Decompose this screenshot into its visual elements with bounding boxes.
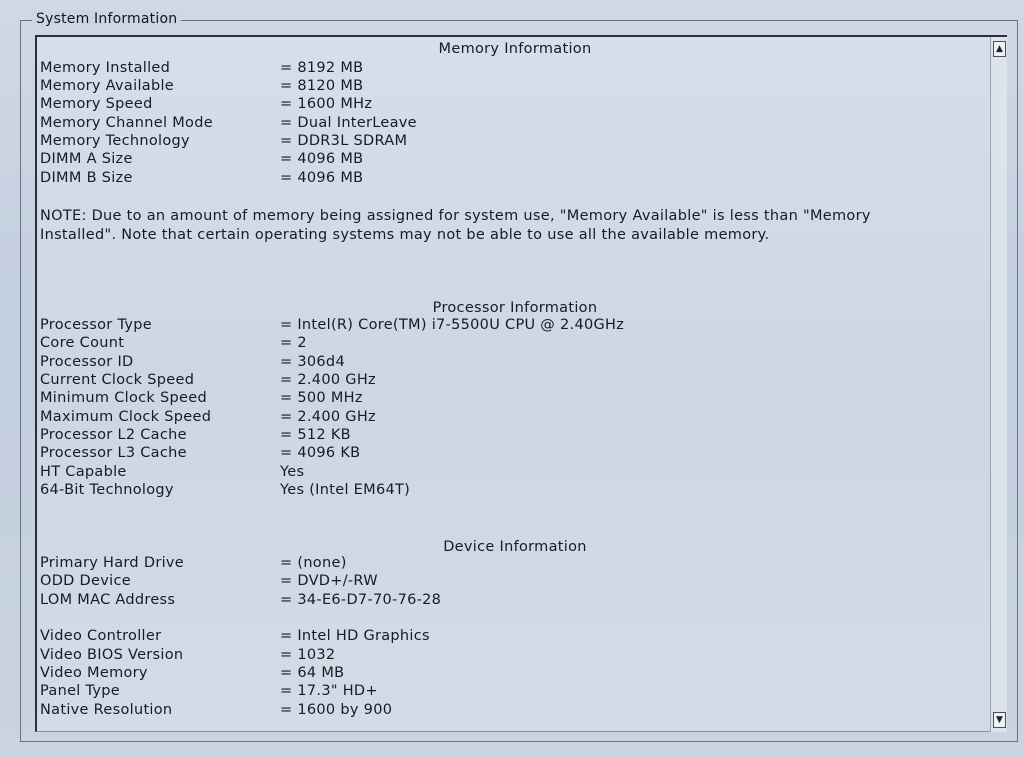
info-value: = Intel HD Graphics [280, 628, 430, 644]
info-label: Panel Type [40, 683, 121, 699]
info-label: Processor L3 Cache [40, 445, 187, 461]
processor-section-title: Processor Information [432, 300, 598, 316]
info-label: Memory Installed [40, 60, 171, 76]
info-value: = 500 MHz [280, 390, 363, 406]
info-label: Processor L2 Cache [40, 427, 187, 443]
info-value: = DDR3L SDRAM [280, 133, 408, 149]
info-value: = 64 MB [280, 665, 345, 681]
info-value: = Intel(R) Core(TM) i7-5500U CPU @ 2.40GHz [280, 317, 625, 333]
info-label: Primary Hard Drive [40, 555, 185, 571]
arrow-down-icon[interactable]: ▼ [993, 712, 1006, 728]
info-label: LOM MAC Address [40, 592, 176, 608]
info-label: Processor ID [40, 354, 134, 370]
info-label: 64-Bit Technology [40, 482, 174, 498]
arrow-up-icon[interactable]: ▲ [993, 41, 1006, 57]
info-label: Memory Channel Mode [40, 115, 213, 131]
info-label: ODD Device [40, 573, 131, 589]
memory-note: NOTE: Due to an amount of memory being assigned for system use, "Memory Available" is less than "Memory Installed". Note that certain operating systems may not be able to use all the available memory. [40, 208, 871, 243]
info-value: = 1600 MHz [280, 96, 373, 112]
info-value: Yes (Intel EM64T) [280, 482, 411, 498]
info-value: = 1600 by 900 [280, 702, 393, 718]
info-value: = DVD+/-RW [280, 573, 378, 589]
info-value: = 8192 MB [280, 60, 364, 76]
info-value: = 512 KB [280, 427, 351, 443]
info-value: = 4096 MB [280, 170, 364, 186]
info-value: = (none) [280, 555, 347, 571]
info-value: = Dual InterLeave [280, 115, 417, 131]
info-label: Native Resolution [40, 702, 173, 718]
info-label: Memory Available [40, 78, 175, 94]
info-value: = 1032 [280, 647, 336, 663]
info-value: = 4096 MB [280, 151, 364, 167]
info-label: DIMM A Size [40, 151, 133, 167]
info-label: Current Clock Speed [40, 372, 195, 388]
memory-section-title: Memory Information [438, 41, 592, 57]
vertical-scrollbar[interactable] [990, 37, 1007, 732]
info-value: = 4096 KB [280, 445, 361, 461]
info-value: = 2.400 GHz [280, 372, 376, 388]
device-section-title: Device Information [443, 539, 587, 555]
info-label: Video BIOS Version [40, 647, 184, 663]
info-value: = 17.3" HD+ [280, 683, 378, 699]
info-label: DIMM B Size [40, 170, 133, 186]
info-value: = 2.400 GHz [280, 409, 376, 425]
info-value: Yes [280, 464, 305, 480]
info-label: Video Memory [40, 665, 148, 681]
info-value: = 8120 MB [280, 78, 364, 94]
info-label: Memory Technology [40, 133, 190, 149]
info-value: = 306d4 [280, 354, 345, 370]
info-label: Processor Type [40, 317, 152, 333]
info-label: Maximum Clock Speed [40, 409, 212, 425]
info-label: Video Controller [40, 628, 162, 644]
info-value: = 2 [280, 335, 307, 351]
info-label: Minimum Clock Speed [40, 390, 207, 406]
info-label: HT Capable [40, 464, 127, 480]
groupbox-title: System Information [32, 11, 181, 27]
info-label: Core Count [40, 335, 125, 351]
info-label: Memory Speed [40, 96, 153, 112]
info-value: = 34-E6-D7-70-76-28 [280, 592, 442, 608]
